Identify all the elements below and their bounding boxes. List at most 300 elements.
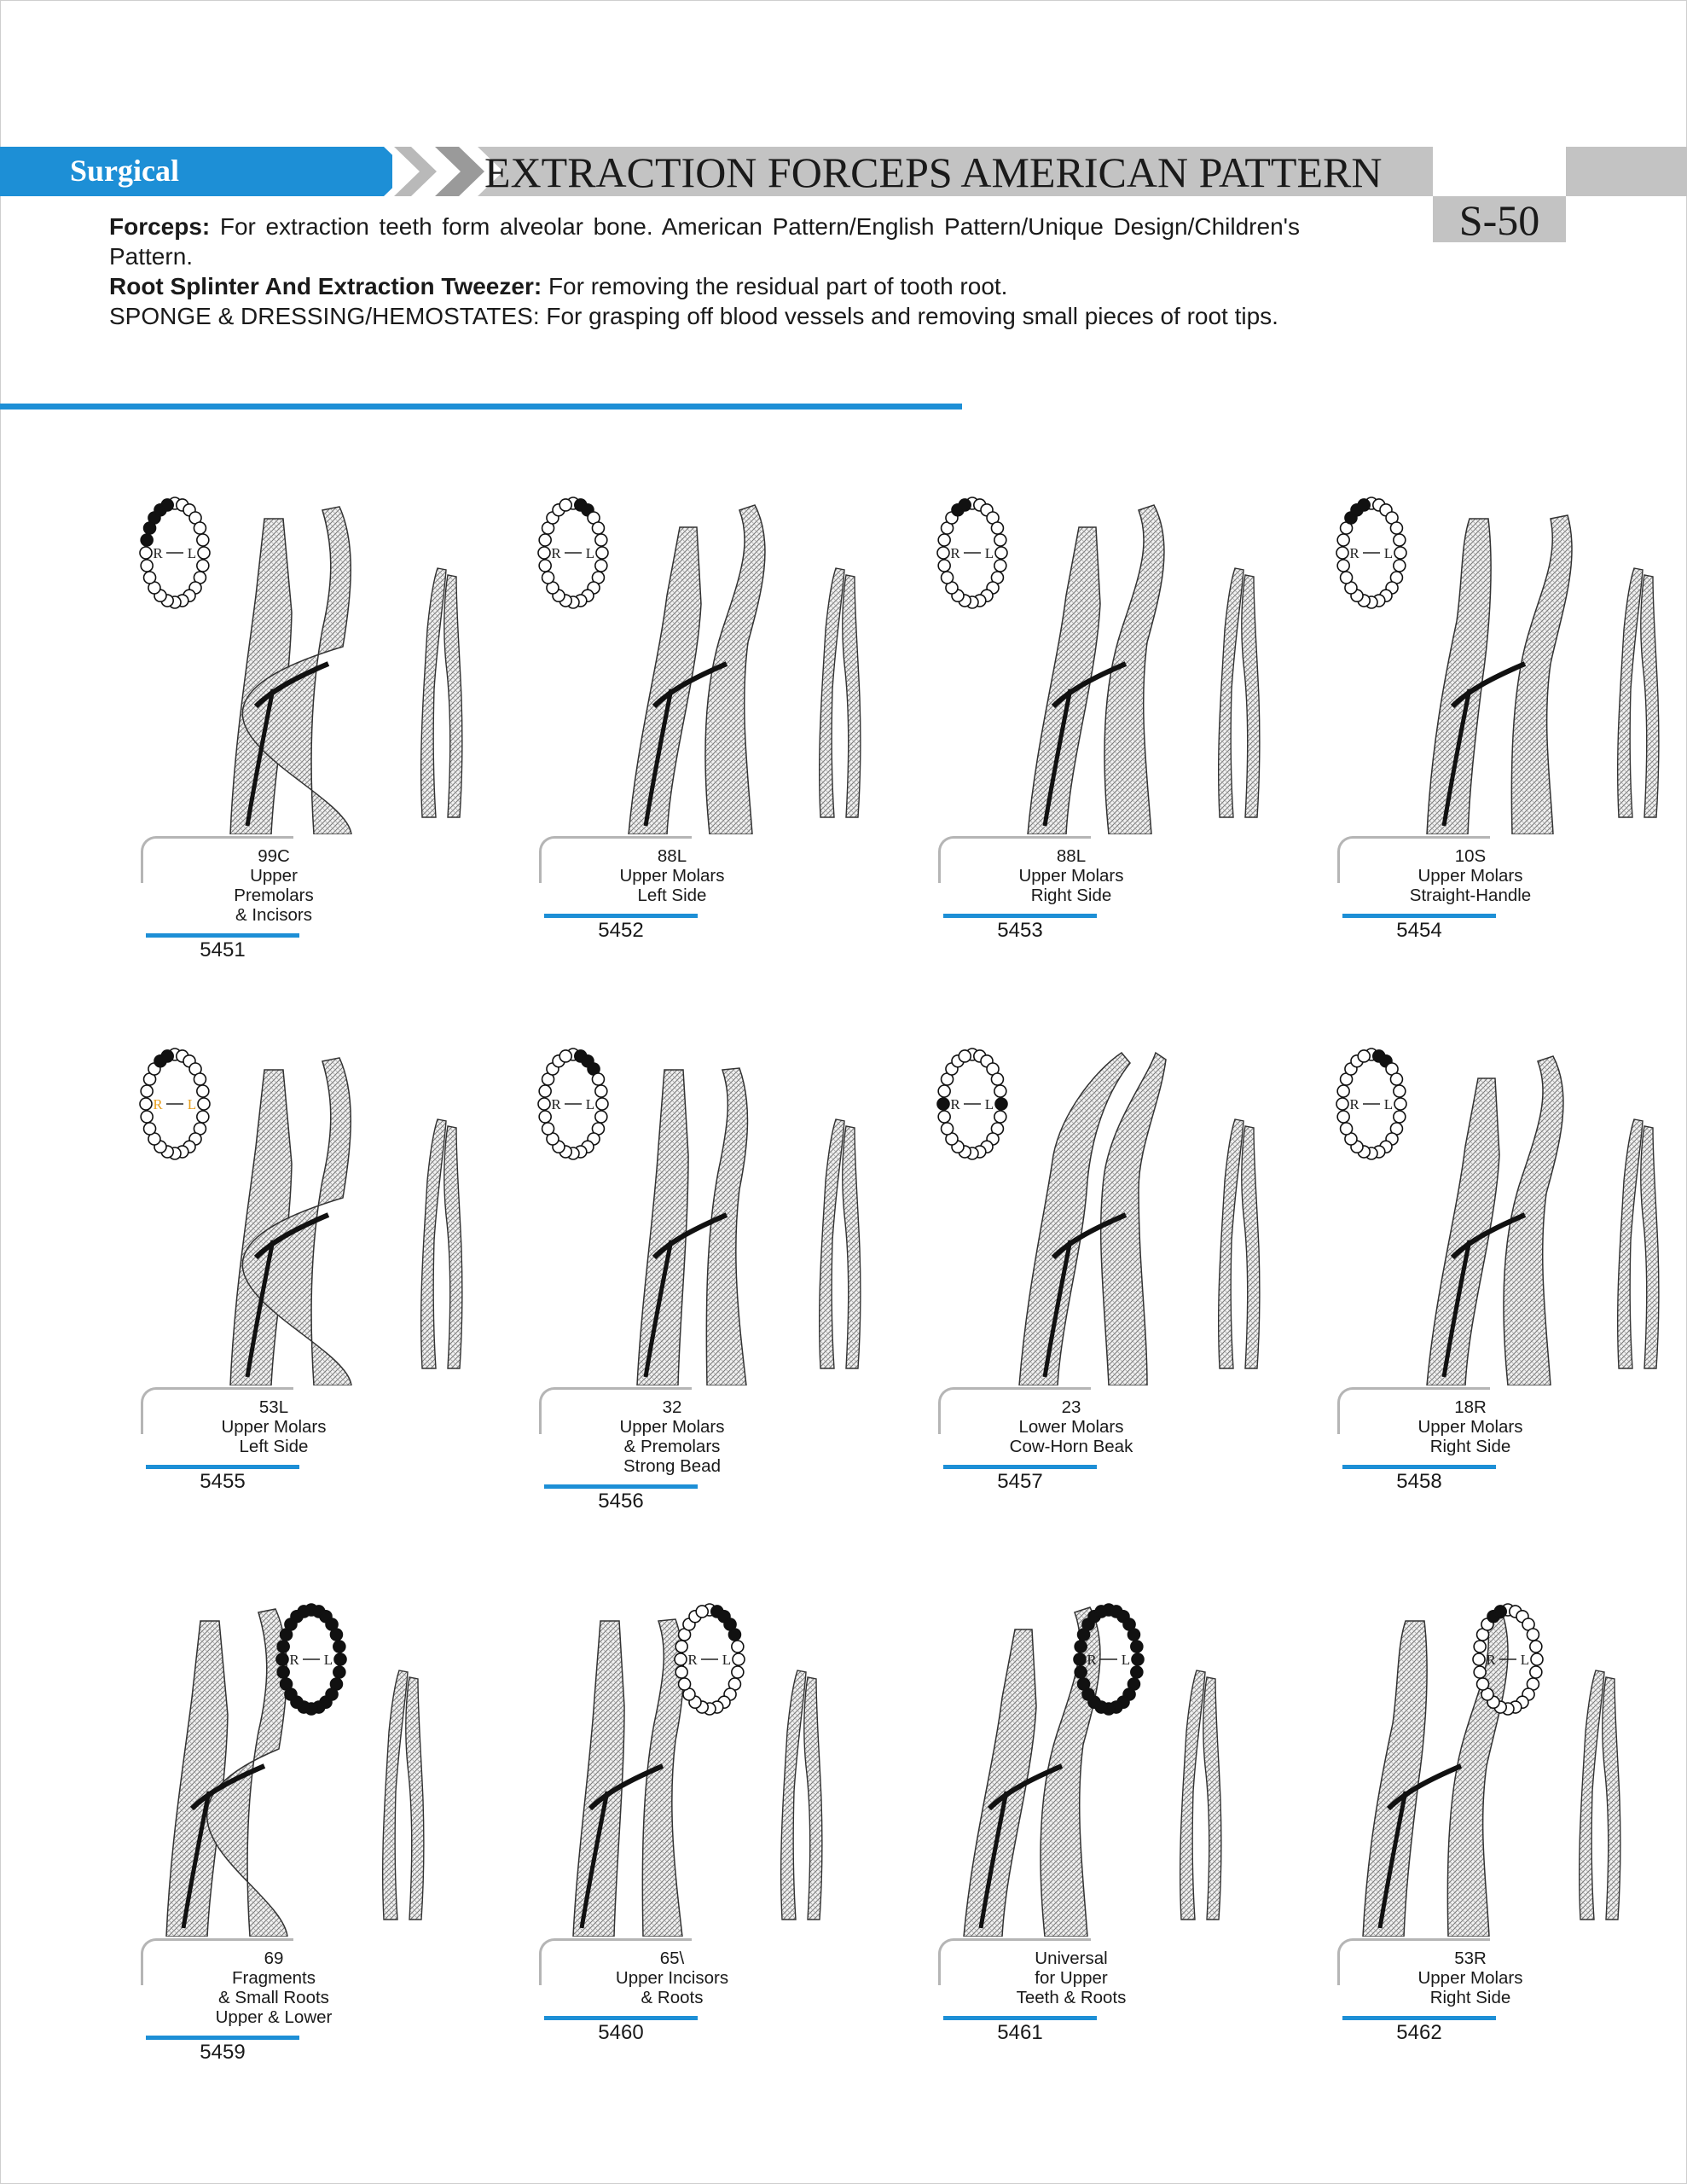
forceps-icon <box>1028 505 1164 834</box>
product-description-line: Left Side <box>239 1437 309 1456</box>
tooth-dot <box>592 1073 604 1085</box>
tooth-chart-r: R <box>1349 545 1359 561</box>
catalog-number: 5452 <box>598 919 644 942</box>
catalog-number: 5459 <box>200 2041 246 2064</box>
tooth-dot <box>542 1123 554 1135</box>
tooth-dot <box>995 1098 1007 1110</box>
tooth-dot <box>1473 1653 1485 1665</box>
tooth-dot <box>675 1641 687 1653</box>
product-description <box>1337 846 1603 905</box>
tooth-dot <box>1527 1629 1539 1641</box>
product-item <box>115 1595 507 2073</box>
tooth-chart-l: L <box>722 1652 732 1668</box>
tooth-dot <box>959 1050 971 1062</box>
catalog-underline <box>943 2016 1097 2020</box>
product-image <box>115 1595 507 1937</box>
tooth-dot <box>1394 560 1406 572</box>
product-item <box>1312 1044 1687 1522</box>
tooth-chart-l: L <box>984 545 994 561</box>
product-image <box>513 1595 906 1937</box>
side-handle-right <box>1641 575 1659 817</box>
tooth-dot <box>994 534 1006 546</box>
product-illustration <box>913 1044 1305 1385</box>
tooth-dot <box>140 1098 152 1110</box>
tooth-dot <box>1337 560 1349 572</box>
side-handle-right <box>804 1677 822 1920</box>
product-description <box>539 1949 805 2007</box>
forceps-icon <box>166 1609 287 1937</box>
product-illustration <box>513 1595 906 1937</box>
product-description-line: Upper Molars <box>1018 866 1124 886</box>
product-item <box>115 493 507 971</box>
tooth-dot <box>1394 1111 1406 1123</box>
tooth-chart-r: R <box>551 1096 561 1112</box>
tooth-dot <box>161 1050 173 1062</box>
tooth-dot <box>1530 1641 1542 1653</box>
tooth-dot <box>197 534 209 546</box>
tooth-dot <box>728 1629 740 1641</box>
tooth-chart-r: R <box>950 1096 960 1112</box>
side-handle-left <box>1219 1119 1244 1368</box>
forceps-icon <box>1427 515 1572 834</box>
tooth-chart-r: R <box>289 1652 299 1668</box>
catalog-number: 5461 <box>997 2021 1043 2044</box>
forceps-side-icon <box>1219 1119 1260 1368</box>
product-illustration <box>115 1595 507 1937</box>
tooth-dot <box>991 1073 1003 1085</box>
forceps-handle-left <box>1427 519 1491 834</box>
tooth-dot <box>141 1085 153 1097</box>
tooth-dot <box>592 522 604 534</box>
forceps-text: For extraction teeth form alveolar bone. American Pattern/English Pattern/Unique Design/Children's Pattern. <box>109 213 1300 270</box>
tooth-chart-r: R <box>1486 1652 1496 1668</box>
tooth-dot <box>938 560 950 572</box>
tooth-dot <box>198 1098 210 1110</box>
tooth-dot <box>732 1666 744 1678</box>
side-handle-left <box>1618 568 1643 817</box>
tooth-dot <box>595 560 607 572</box>
tooth-dot <box>197 1085 209 1097</box>
side-handle-right <box>1603 1677 1620 1920</box>
product-description-line: Upper Molars <box>221 1417 327 1437</box>
product-item <box>513 493 906 971</box>
tooth-chart-r: R <box>1087 1652 1097 1668</box>
side-handle-right <box>406 1677 424 1920</box>
product-image <box>913 493 1305 834</box>
product-item <box>513 1595 906 2073</box>
product-image <box>1312 1595 1687 1937</box>
tooth-dot <box>281 1678 293 1690</box>
tooth-chart-l: L <box>585 1096 595 1112</box>
tooth-dot <box>1074 1653 1086 1665</box>
product-item <box>1312 493 1687 971</box>
tooth-chart-l: L <box>585 545 595 561</box>
product-description-line: 10S <box>1454 846 1487 866</box>
catalog-underline <box>943 914 1097 918</box>
tooth-dot <box>595 534 607 546</box>
product-description-line: & Roots <box>641 1988 704 2007</box>
tooth-dot <box>144 572 156 584</box>
tooth-dot <box>1530 1666 1542 1678</box>
sponge-paragraph: SPONGE & DRESSING/HEMOSTATES: For grasping off blood vessels and removing small pieces of root tips. <box>109 303 1278 329</box>
forceps-side-icon <box>1180 1670 1221 1920</box>
product-description-line: Strong Bead <box>623 1456 721 1476</box>
product-description-line: Premolars <box>234 886 314 905</box>
side-handle-left <box>1180 1670 1205 1920</box>
tooth-dot <box>1474 1641 1486 1653</box>
tooth-dot <box>1078 1678 1090 1690</box>
tooth-dot <box>1394 547 1406 559</box>
tooth-dot <box>277 1641 289 1653</box>
tooth-dot <box>141 534 153 546</box>
tooth-chart-r: R <box>153 1096 163 1112</box>
product-description <box>938 846 1204 905</box>
tooth-dot <box>675 1666 687 1678</box>
tooth-dot <box>994 1111 1006 1123</box>
forceps-side-icon <box>820 1119 861 1368</box>
product-description <box>141 846 407 925</box>
product-item <box>115 1044 507 1522</box>
tooth-chart-icon <box>675 1604 745 1715</box>
product-description-line: 18R <box>1454 1397 1487 1417</box>
catalog-underline <box>146 1465 299 1469</box>
tooth-dot <box>994 1085 1006 1097</box>
forceps-icon <box>1427 1056 1563 1385</box>
product-description-line: Right Side <box>1429 1988 1511 2007</box>
product-description-line: for Upper <box>1035 1968 1108 1988</box>
product-image <box>1312 1044 1687 1385</box>
tooth-chart-l: L <box>1520 1652 1530 1668</box>
catalog-number: 5457 <box>997 1470 1043 1493</box>
tooth-chart-icon <box>1336 497 1406 608</box>
forceps-icon <box>573 1619 683 1937</box>
forceps-icon <box>1019 1053 1166 1385</box>
product-description-line: & Small Roots <box>218 1988 329 2007</box>
category-label: Surgical <box>70 154 180 188</box>
forceps-side-icon <box>781 1670 822 1920</box>
catalog-underline <box>146 933 299 938</box>
tooth-dot <box>938 1111 950 1123</box>
side-handle-right <box>843 575 861 817</box>
product-image <box>913 1595 1305 1937</box>
side-handle-left <box>421 568 446 817</box>
forceps-handle-left <box>573 1621 624 1937</box>
tooth-dot <box>1341 1123 1353 1135</box>
page-code: S-50 <box>1433 196 1566 242</box>
tooth-chart-icon <box>538 497 608 608</box>
product-illustration <box>115 1044 507 1385</box>
side-handle-left <box>1618 1119 1643 1368</box>
tooth-dot <box>959 499 971 511</box>
catalog-underline <box>1342 2016 1496 2020</box>
tooth-dot <box>1394 534 1406 546</box>
tooth-dot <box>1494 1606 1506 1618</box>
product-description-line: 65\ <box>659 1949 685 1968</box>
title-band-right <box>1566 147 1687 196</box>
tooth-dot <box>937 1098 949 1110</box>
root-text: For removing the residual part of tooth root. <box>548 273 1008 299</box>
product-description <box>539 846 805 905</box>
forceps-handle-right <box>642 1619 683 1937</box>
side-handle-right <box>1242 1126 1260 1368</box>
forceps-icon <box>230 507 351 834</box>
tooth-dot <box>1358 1050 1370 1062</box>
tooth-dot <box>938 534 950 546</box>
forceps-side-icon <box>820 568 861 817</box>
tooth-dot <box>1132 1653 1144 1665</box>
tooth-dot <box>1075 1641 1087 1653</box>
product-description-line: 53L <box>258 1397 289 1417</box>
tooth-chart-l: L <box>1383 1096 1394 1112</box>
product-description-line: 88L <box>1056 846 1087 866</box>
product-description-line: 53R <box>1454 1949 1487 1968</box>
product-description-line: Upper Molars <box>1417 1417 1523 1437</box>
product-description <box>539 1397 805 1476</box>
forceps-paragraph <box>109 212 1300 271</box>
product-description-line: 88L <box>657 846 687 866</box>
product-description-line: Universal <box>1035 1949 1108 1968</box>
tooth-dot <box>333 1666 345 1678</box>
product-description <box>1337 1397 1603 1456</box>
tooth-dot <box>1075 1666 1087 1678</box>
tooth-chart-r: R <box>153 545 163 561</box>
product-image <box>513 1044 906 1385</box>
side-handle-left <box>421 1119 446 1368</box>
tooth-dot <box>333 1641 345 1653</box>
forceps-side-icon <box>1618 568 1659 817</box>
tooth-dot <box>596 1098 608 1110</box>
catalog-number: 5458 <box>1396 1470 1442 1493</box>
tooth-dot <box>1394 1098 1406 1110</box>
tooth-dot <box>277 1666 289 1678</box>
tooth-dot <box>330 1629 342 1641</box>
tooth-chart-r: R <box>950 545 960 561</box>
tooth-dot <box>1337 534 1349 546</box>
tooth-dot <box>559 499 571 511</box>
tooth-dot <box>1336 1098 1348 1110</box>
forceps-side-icon <box>1219 568 1260 817</box>
tooth-dot <box>994 560 1006 572</box>
side-handle-left <box>781 1670 806 1920</box>
catalog-number: 5462 <box>1396 2021 1442 2044</box>
side-handle-left <box>1219 568 1244 817</box>
product-illustration <box>913 493 1305 834</box>
tooth-dot <box>1531 1653 1543 1665</box>
tooth-dot <box>675 1653 687 1665</box>
catalog-underline <box>544 914 698 918</box>
category-tab <box>0 147 392 196</box>
forceps-side-icon <box>1618 1119 1659 1368</box>
forceps-side-icon <box>1580 1670 1620 1920</box>
product-description-line: Left Side <box>637 886 707 905</box>
tooth-dot <box>1474 1666 1486 1678</box>
tooth-dot <box>1095 1606 1107 1618</box>
product-illustration <box>115 493 507 834</box>
product-item <box>1312 1595 1687 2073</box>
product-item <box>913 493 1305 971</box>
tooth-dot <box>197 1111 209 1123</box>
tooth-dot <box>538 1098 550 1110</box>
product-illustration <box>513 1044 906 1385</box>
catalog-underline <box>544 1484 698 1489</box>
side-handle-right <box>444 1126 462 1368</box>
catalog-underline <box>943 1465 1097 1469</box>
tooth-dot <box>942 1123 954 1135</box>
product-description-line: Upper <box>250 866 298 886</box>
tooth-dot <box>696 1606 708 1618</box>
product-illustration <box>913 1595 1305 1937</box>
side-handle-left <box>1580 1670 1604 1920</box>
tooth-dot <box>1131 1666 1143 1678</box>
forceps-handle-left <box>637 1070 688 1385</box>
tooth-chart-icon <box>937 1048 1007 1159</box>
tooth-dot <box>1131 1641 1143 1653</box>
section-divider <box>0 404 962 410</box>
product-description-line: Upper & Lower <box>215 2007 333 2027</box>
tooth-chart-icon <box>140 497 210 608</box>
tooth-chart-r: R <box>687 1652 698 1668</box>
product-description <box>1337 1949 1603 2007</box>
tooth-dot <box>161 499 173 511</box>
forceps-icon <box>637 1068 747 1385</box>
side-handle-right <box>444 575 462 817</box>
side-handle-left <box>820 1119 844 1368</box>
tooth-dot <box>1390 1073 1402 1085</box>
side-handle-right <box>843 1126 861 1368</box>
product-image <box>913 1044 1305 1385</box>
root-paragraph <box>109 271 1300 301</box>
page-title: EXTRACTION FORCEPS AMERICAN PATTERN <box>484 148 1383 196</box>
tooth-chart-l: L <box>1383 545 1394 561</box>
tooth-chart-icon <box>1336 1048 1406 1159</box>
tooth-dot <box>1394 1085 1406 1097</box>
side-handle-right <box>1242 575 1260 817</box>
tooth-dot <box>1390 522 1402 534</box>
forceps-side-icon <box>421 568 462 817</box>
product-description-line: & Premolars <box>623 1437 721 1456</box>
forceps-handle-left <box>166 1621 228 1937</box>
tooth-dot <box>596 547 608 559</box>
product-description-line: & Incisors <box>235 905 312 925</box>
product-item <box>913 1595 1305 2073</box>
tooth-dot <box>732 1641 744 1653</box>
tooth-dot <box>298 1606 310 1618</box>
tooth-chart-l: L <box>984 1096 994 1112</box>
product-description <box>141 1397 407 1456</box>
tooth-dot <box>140 547 152 559</box>
root-label: Root Splinter And Extraction Tweezer: <box>109 273 542 299</box>
tooth-chart-r: R <box>1349 1096 1359 1112</box>
tooth-chart-l: L <box>187 545 197 561</box>
forceps-icon <box>230 1058 351 1385</box>
tooth-chart-r: R <box>551 545 561 561</box>
side-handle-right <box>1203 1677 1221 1920</box>
catalog-underline <box>1342 914 1496 918</box>
product-description <box>938 1397 1204 1456</box>
product-description-line: Fragments <box>232 1968 316 1988</box>
product-description-line: Right Side <box>1429 1437 1511 1456</box>
tooth-dot <box>1477 1678 1489 1690</box>
forceps-handle-left <box>1363 1621 1427 1937</box>
tooth-chart-icon <box>1473 1604 1543 1715</box>
tooth-dot <box>991 522 1003 534</box>
tooth-dot <box>194 1073 206 1085</box>
tooth-dot <box>194 522 206 534</box>
tooth-chart-icon <box>538 1048 608 1159</box>
product-illustration <box>1312 1044 1687 1385</box>
forceps-side-icon <box>383 1670 424 1920</box>
product-description-line: Upper Molars <box>619 1417 725 1437</box>
product-image <box>513 493 906 834</box>
product-illustration <box>1312 493 1687 834</box>
tooth-chart-l: L <box>1121 1652 1131 1668</box>
tooth-dot <box>733 1653 745 1665</box>
catalog-underline <box>146 2036 299 2040</box>
tooth-dot <box>539 1085 551 1097</box>
product-description-line: Right Side <box>1030 886 1112 905</box>
forceps-side-icon <box>421 1119 462 1368</box>
tooth-dot <box>1358 499 1370 511</box>
tooth-dot <box>1337 1111 1349 1123</box>
catalog-underline <box>544 2016 698 2020</box>
forceps-icon <box>629 505 765 834</box>
catalog-number: 5455 <box>200 1470 246 1493</box>
forceps-label: Forceps: <box>109 213 211 240</box>
tooth-chart-icon <box>937 497 1007 608</box>
product-item <box>513 1044 906 1522</box>
product-description-line: Cow-Horn Beak <box>1009 1437 1133 1456</box>
tooth-dot <box>334 1653 346 1665</box>
tooth-dot <box>1128 1629 1139 1641</box>
product-description-line: Upper Molars <box>1417 1968 1523 1988</box>
product-description-line: Lower Molars <box>1018 1417 1124 1437</box>
tooth-dot <box>539 560 551 572</box>
product-description-line: Upper Molars <box>619 866 725 886</box>
tooth-dot <box>276 1653 288 1665</box>
description <box>109 212 1300 331</box>
product-description-line: Upper Incisors <box>615 1968 729 1988</box>
tooth-dot <box>995 547 1007 559</box>
tooth-dot <box>942 572 954 584</box>
side-handle-right <box>1641 1126 1659 1368</box>
tooth-chart-icon <box>276 1604 346 1715</box>
product-illustration <box>513 493 906 834</box>
catalog-number: 5451 <box>200 938 246 961</box>
product-image <box>115 493 507 834</box>
product-image <box>115 1044 507 1385</box>
tooth-dot <box>198 547 210 559</box>
product-description <box>141 1949 407 2027</box>
tooth-dot <box>1336 547 1348 559</box>
catalog-number: 5453 <box>997 919 1043 942</box>
tooth-dot <box>197 560 209 572</box>
tooth-dot <box>595 1085 607 1097</box>
catalog-number: 5454 <box>1396 919 1442 942</box>
tooth-chart-icon <box>1074 1604 1144 1715</box>
tooth-dot <box>144 1123 156 1135</box>
catalog-number: 5460 <box>598 2021 644 2044</box>
tooth-dot <box>141 560 153 572</box>
product-description-line: 32 <box>662 1397 682 1417</box>
product-description-line: Teeth & Roots <box>1016 1988 1127 2007</box>
tooth-dot <box>542 572 554 584</box>
tooth-chart-icon <box>140 1048 210 1159</box>
side-handle-left <box>383 1670 408 1920</box>
tooth-dot <box>539 1111 551 1123</box>
tooth-dot <box>595 1111 607 1123</box>
product-description <box>938 1949 1204 2007</box>
tooth-dot <box>538 547 550 559</box>
